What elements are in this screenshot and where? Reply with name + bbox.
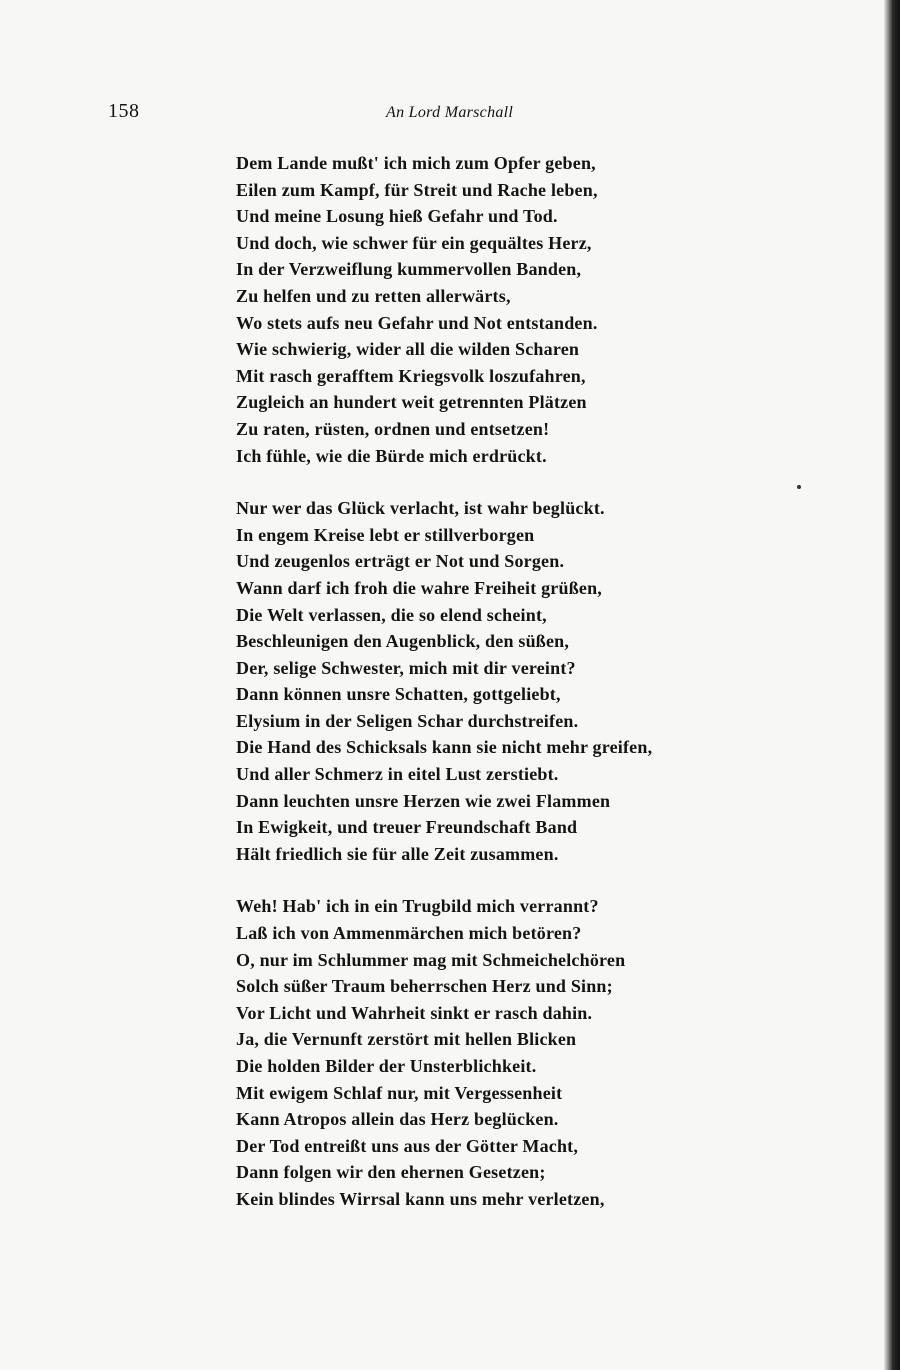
- poem-line: Dann können unsre Schatten, gottgeliebt,: [236, 684, 561, 705]
- poem-line: Hält friedlich sie für alle Zeit zusammen.: [236, 843, 559, 864]
- poem-line: Wann darf ich froh die wahre Freiheit grüßen,: [236, 577, 603, 598]
- stanza-3: [236, 893, 696, 1212]
- poem-line: Elysium in der Seligen Schar durchstreifen.: [236, 710, 579, 731]
- poem-line: Der, selige Schwester, mich mit dir vereint?: [236, 657, 576, 678]
- stanza-1: [236, 150, 696, 469]
- poem-line: Zu raten, rüsten, ordnen und entsetzen!: [236, 418, 550, 439]
- poem-line: Und aller Schmerz in eitel Lust zerstiebt.: [236, 764, 559, 785]
- poem-line: Weh! Hab' ich in ein Trugbild mich verrannt?: [236, 896, 599, 917]
- poem-line: Und doch, wie schwer für ein gequältes Herz,: [236, 232, 592, 253]
- poem-line: In der Verzweiflung kummervollen Banden,: [236, 259, 582, 280]
- page-edge-shadow: [884, 0, 900, 1370]
- poem-line: Ich fühle, wie die Bürde mich erdrückt.: [236, 445, 547, 466]
- poem-line: Mit rasch gerafftem Kriegsvolk loszufahren,: [236, 365, 586, 386]
- poem-line: Die Hand des Schicksals kann sie nicht mehr greifen,: [236, 737, 653, 758]
- poem-line: Wo stets aufs neu Gefahr und Not entstanden.: [236, 312, 598, 333]
- poem-line: O, nur im Schlummer mag mit Schmeichelchören: [236, 949, 626, 970]
- ink-speck: [797, 485, 801, 489]
- poem-line: Dem Lande mußt' ich mich zum Opfer geben,: [236, 153, 596, 173]
- poem-line: Beschleunigen den Augenblick, den süßen,: [236, 631, 570, 652]
- poem-line: Und meine Losung hieß Gefahr und Tod.: [236, 206, 558, 227]
- poem-line: Und zeugenlos erträgt er Not und Sorgen.: [236, 551, 565, 572]
- poem-line: Die holden Bilder der Unsterblichkeit.: [236, 1056, 537, 1076]
- poem-line: Zu helfen und zu retten allerwärts,: [236, 285, 511, 306]
- poem-line: In engem Kreise lebt er stillverborgen: [236, 524, 535, 545]
- poem-line: Ja, die Vernunft zerstört mit hellen Blicken: [236, 1029, 577, 1050]
- poem-line: Der Tod entreißt uns aus der Götter Macht,: [236, 1135, 579, 1156]
- poem-line: Zugleich an hundert weit getrennten Plätzen: [236, 392, 587, 413]
- running-title: An Lord Marschall: [386, 104, 514, 121]
- poem-line: Mit ewigem Schlaf nur, mit Vergessenheit: [236, 1082, 563, 1103]
- poem-line: Laß ich von Ammenmärchen mich betören?: [236, 923, 582, 944]
- poem-line: Vor Licht und Wahrheit sinkt er rasch dahin.: [236, 1002, 593, 1023]
- poem-line: Kein blindes Wirrsal kann uns mehr verletzen,: [236, 1188, 605, 1209]
- poem-line: Nur wer das Glück verlacht, ist wahr beglückt.: [236, 498, 605, 519]
- poem-line: Eilen zum Kampf, für Streit und Rache leben,: [236, 179, 598, 200]
- poem-line: Kann Atropos allein das Herz beglücken.: [236, 1109, 559, 1130]
- poem-line: In Ewigkeit, und treuer Freundschaft Band: [236, 817, 578, 838]
- page-number: 158: [108, 100, 140, 122]
- poem-line: Die Welt verlassen, die so elend scheint,: [236, 604, 547, 625]
- poem-line: Solch süßer Traum beherrschen Herz und Sinn;: [236, 976, 613, 997]
- poem: [236, 150, 696, 1239]
- poem-line: Dann leuchten unsre Herzen wie zwei Flammen: [236, 790, 611, 811]
- poem-line: Wie schwierig, wider all die wilden Scharen: [236, 339, 580, 360]
- poem-line: Dann folgen wir den ehernen Gesetzen;: [236, 1162, 546, 1183]
- stanza-2: [236, 495, 696, 867]
